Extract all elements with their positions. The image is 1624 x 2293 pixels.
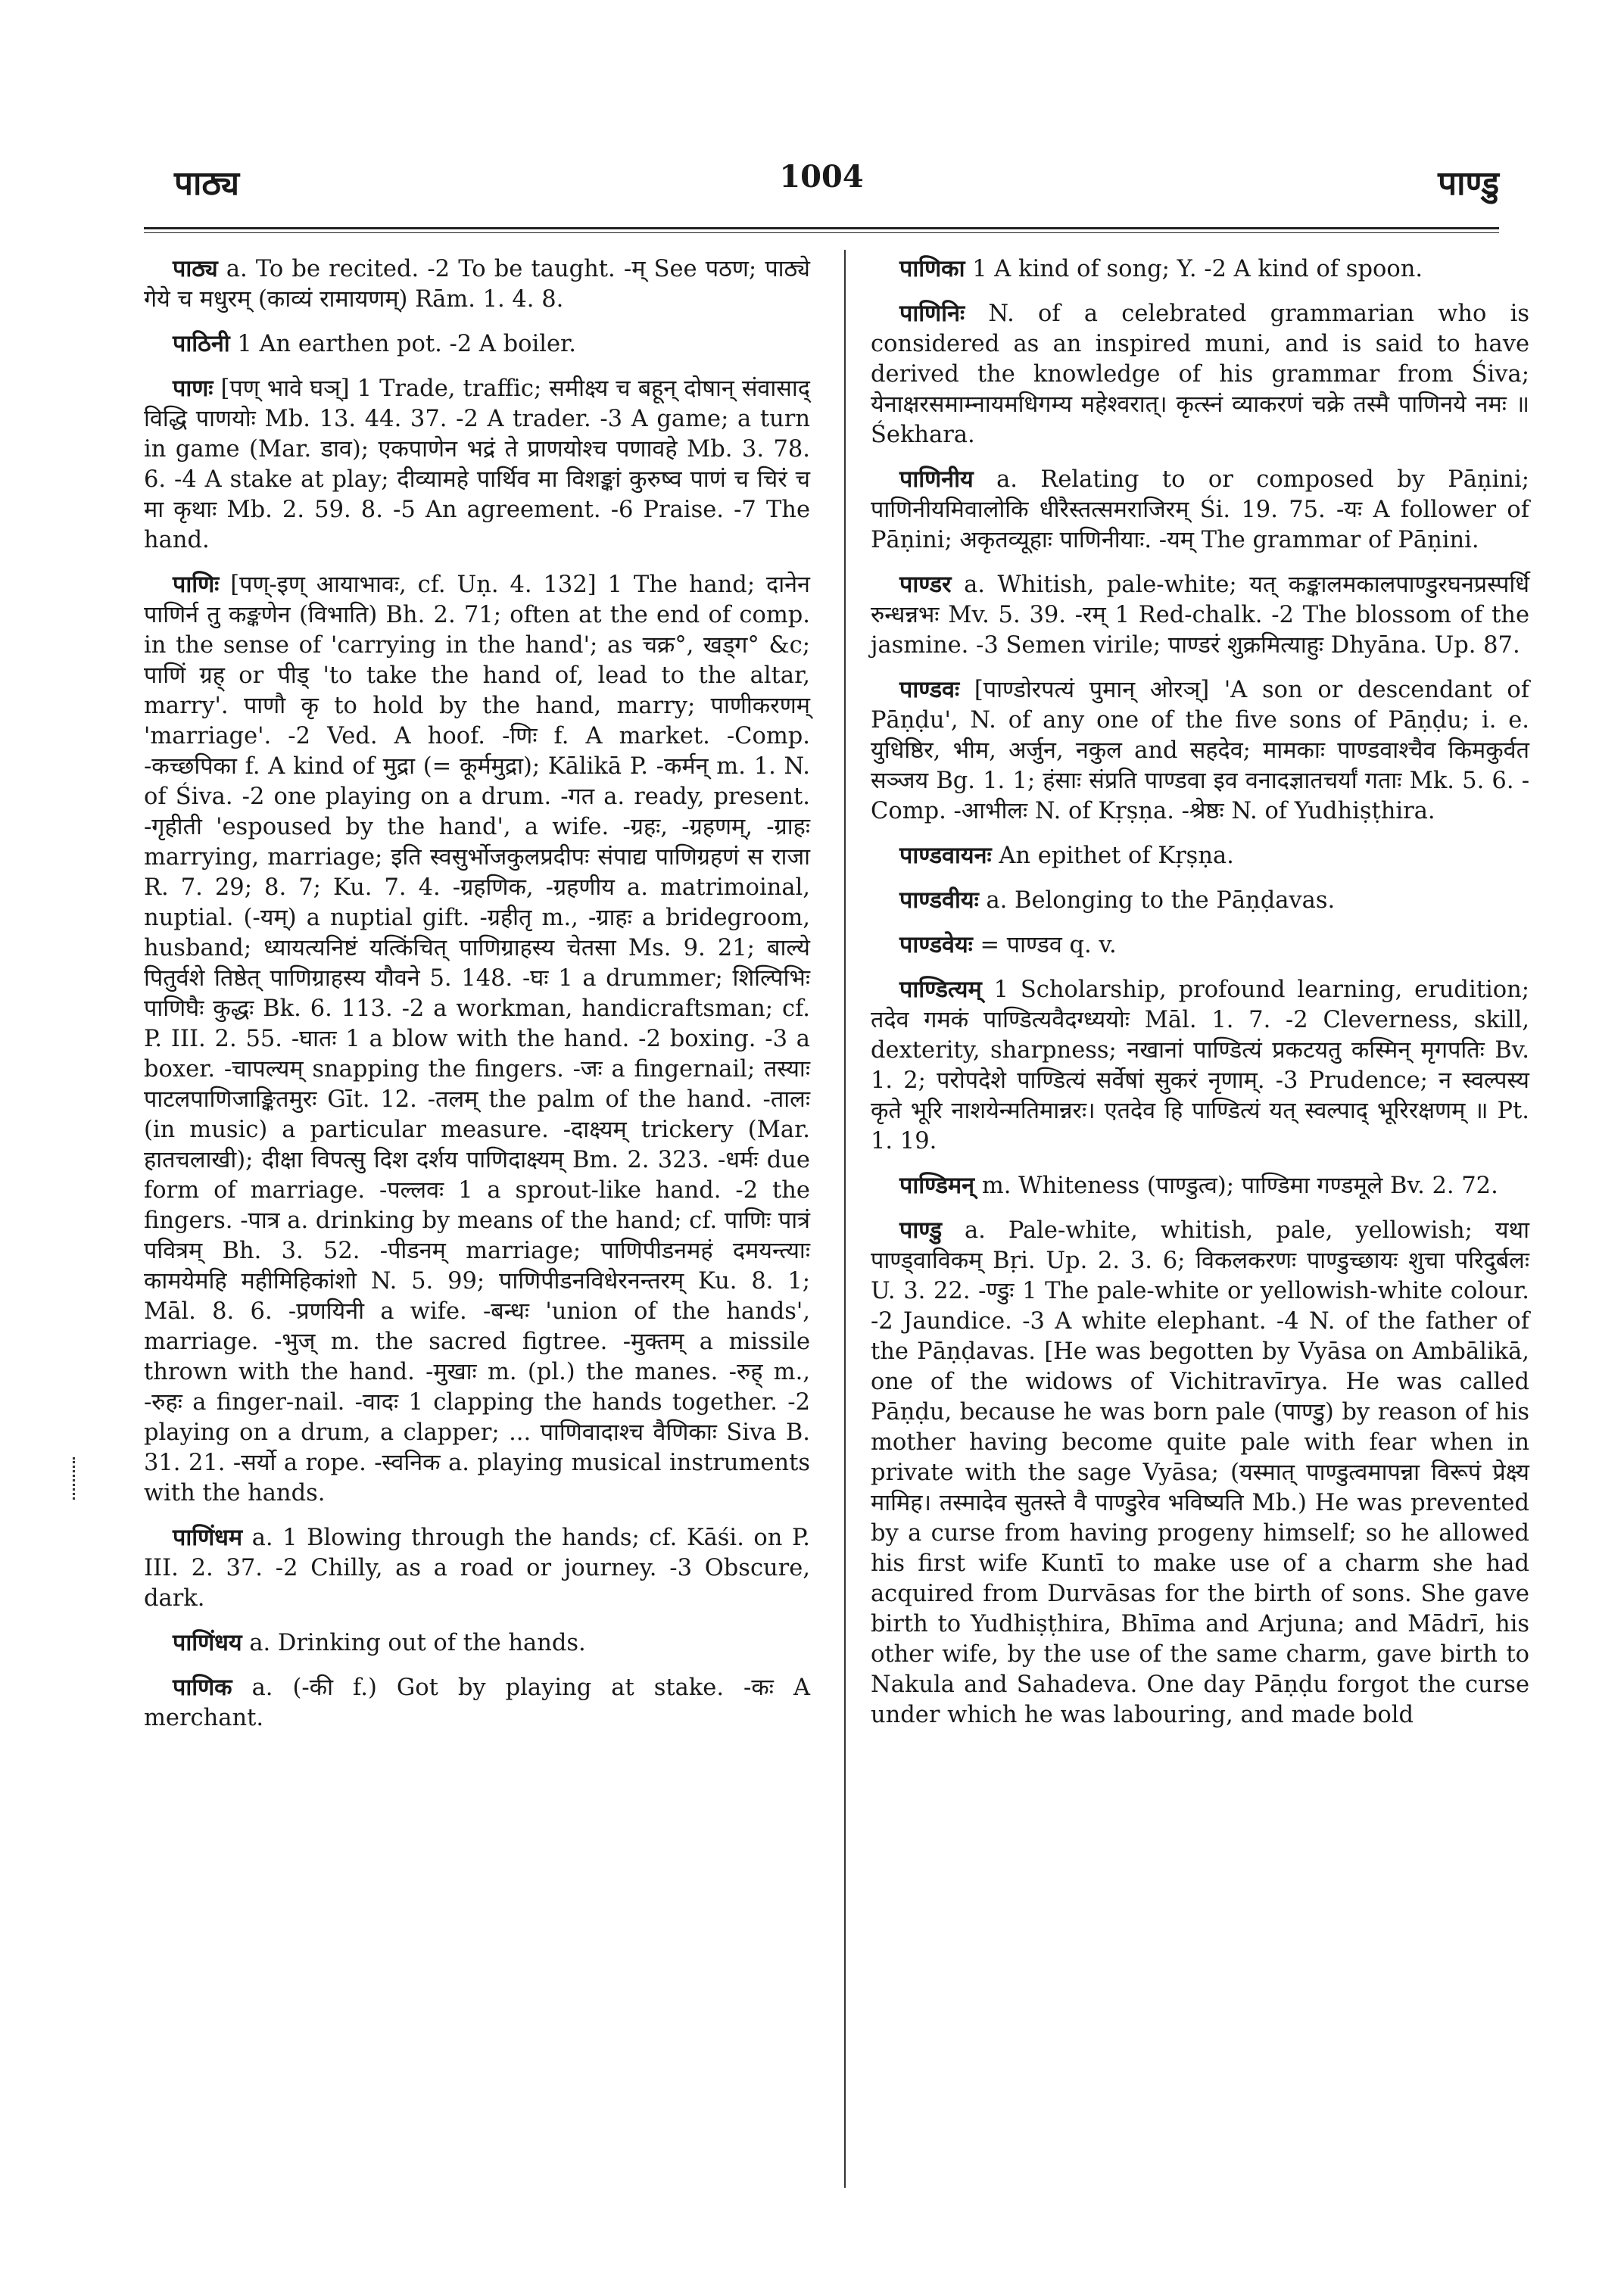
entry-headword: पाणिक (173, 1674, 232, 1701)
entry-text: m. Whiteness (पाण्डुत्व); पाण्डिमा गण्डमूले Bv. 2. 72. (981, 1173, 1498, 1199)
entry-text: a. Whitish, pale-white; यत् कङ्कालमकालपाण्डुरघनप्रस्पर्धि रुन्धन्नभः Mv. 5. 39. -रम् 1 Red-chalk. -2 The blossom of the jasmine. -3 Semen virile; पाण्डरं शुक्रमित्याहुः Dhyāna. Up. 87. (871, 572, 1530, 659)
entry-headword: पाणः (173, 375, 214, 402)
entry-headword: पाणिनिः (899, 300, 965, 327)
dictionary-entry (144, 1628, 810, 1659)
entry-headword: पाण्डु (899, 1217, 943, 1244)
entry-text: N. of a celebrated grammarian who is considered as an inspired muni, and is said to have derived the knowledge of his grammar from Śiva; येनाक्षरसमाम्नायमधिगम्य महेश्वरात्। कृत्स्नं व्याकरणं चक्रे तस्मै पाणिनये नमः ॥ Śekhara. (871, 301, 1529, 448)
entry-headword: पाणिंधम (173, 1524, 243, 1551)
page-number: 1004 (779, 159, 864, 195)
dictionary-entry (871, 1170, 1529, 1201)
entry-text: a. (-की f.) Got by playing at stake. -कः A merchant. (144, 1675, 810, 1731)
left-column (144, 254, 810, 1747)
dictionary-entry (871, 254, 1529, 285)
dictionary-entry (144, 329, 810, 360)
dictionary-entry (871, 974, 1529, 1157)
entry-headword: पाण्डवः (899, 676, 960, 703)
dictionary-entry (871, 885, 1529, 916)
entry-headword: पाण्डवीयः (899, 886, 979, 914)
dictionary-entry (144, 373, 810, 556)
dictionary-entry (871, 930, 1529, 961)
entry-headword: पाण्डिमन् (899, 1172, 975, 1199)
dictionary-entry (871, 298, 1529, 450)
entry-headword: पाणिनीय (899, 466, 974, 493)
entry-text: a. Belonging to the Pāṇḍavas. (986, 887, 1336, 914)
entry-text: 1 Scholarship, profound learning, erudition; तदेव गमकं पाण्डित्यवैदग्ध्ययोः Māl. 1. 7. -2 Cleverness, skill, dexterity, sharpness; नखानां पाण्डित्यं प्रकटयतु कस्मिन् मृगपतिः Bv. 1. 2; परोपदेशे पाण्डित्यं सर्वेषां सुकरं नृणाम्. -3 Prudence; न स्वल्पस्य कृते भूरि नाशयेन्मतिमान्नरः। एतदेव हि पाण्डित्यं यत् स्वल्पाद् भूरिरक्षणम् ॥ Pt. 1. 19. (871, 977, 1529, 1154)
entry-text: 1 An earthen pot. -2 A boiler. (237, 331, 576, 357)
dictionary-entry (871, 464, 1529, 556)
entry-headword: पाठिनी (173, 330, 230, 357)
entry-headword: पाठ्य (173, 255, 218, 282)
entry-headword: पाणिंधय (173, 1629, 242, 1656)
entry-text: a. To be recited. -2 To be taught. -म् See पठण; पाठ्ये गेये च मधुरम् (काव्यं रामायणम्) Rām. 1. 4. 8. (144, 256, 810, 313)
entry-headword: पाणिः (173, 571, 220, 598)
right-column (871, 254, 1529, 1744)
entry-text: [पण्-इण् आयाभावः, cf. Uṇ. 4. 132] 1 The hand; दानेन पाणिर्न तु कङ्कणेन (विभाति) Bh. 2. 71; often at the end of comp. in the sense of 'carrying in the hand'; as चक्र°, खड्ग° &c; पाणिं ग्रह् or पीड् 'to take the hand of, lead to the altar, marry'. पाणौ कृ to hold by the hand, marry; पाणीकरणम् 'marriage'. -2 Ved. A hoof. -णिः f. A market. -Comp. -कच्छपिका f. A kind of मुद्रा (= कूर्ममुद्रा); Kālikā P. -कर्मन् m. 1. N. of Śiva. -2 one playing on a drum. -गत a. ready, present. -गृहीती 'espoused by the hand', a wife. -ग्रहः, -ग्रहणम्, -ग्राहः marrying, marriage; इति स्वसुर्भोजकुलप्रदीपः संपाद्य पाणिग्रहणं स राजा R. 7. 29; 8. 7; Ku. 7. 4. -ग्रहणिक, -ग्रहणीय a. matrimoinal, nuptial. (-यम्) a nuptial gift. -ग्रहीतृ m., -ग्राहः a bridegroom, husband; ध्यायत्यनिष्टं यत्किंचित् पाणिग्राहस्य चेतसा Ms. 9. 21; बाल्ये पितुर्वशे तिष्ठेत् पाणिग्राहस्य यौवने 5. 148. -घः 1 a drummer; शिल्पिभिः पाणिघैः कुद्धः Bk. 6. 113. -2 a workman, handicraftsman; cf. P. III. 2. 55. -घातः 1 a blow with the hand. -2 boxing. -3 a boxer. -चापल्यम् snapping the fingers. -जः a fingernail; तस्याः पाटलपाणिजाङ्कितमुरः Gīt. 12. -तलम् the palm of the hand. -तालः (in music) a particular measure. -दाक्ष्यम् trickery (Mar. हातचलाखी); दीक्षा विपत्सु दिश दर्शय पाणिदाक्ष्यम् Bm. 2. 323. -धर्मः due form of marriage. -पल्लवः 1 a sprout-like hand. -2 the fingers. -पात्र a. drinking by means of the hand; cf. पाणिः पात्रं पवित्रम् Bh. 3. 52. -पीडनम् marriage; पाणिपीडनमहं दमयन्त्याः कामयेमहि महीमिहिकांशो N. 5. 99; पाणिपीडनविधेरनन्तरम् Ku. 8. 1; Māl. 8. 6. -प्रणयिनी a wife. -बन्धः 'union of the hands', marriage. -भुज् m. the sacred figtree. -मुक्तम् a missile thrown with the hand. -मुखाः m. (pl.) the manes. -रुह् m., -रुहः a finger-nail. -वादः 1 clapping the hands together. -2 playing on a drum, a clapper; ... पाणिवादाश्च वैणिकाः Siva B. 31. 21. -सर्यो a rope. -स्वनिक a. playing musical instruments with the hands. (144, 572, 810, 1506)
dictionary-entry (871, 569, 1529, 661)
dictionary-entry (871, 1215, 1529, 1731)
dictionary-entry (144, 1522, 810, 1614)
header-rule (144, 227, 1499, 233)
entry-headword: पाण्डवायनः (899, 842, 992, 869)
entry-text: a. Relating to or composed by Pāṇini; पाणिनीयमिवालोकि धीरैस्तत्समराजिरम् Śi. 19. 75. -यः A follower of Pāṇini; अकृतव्यूहाः पाणिनीयाः. -यम् The grammar of Pāṇini. (871, 466, 1529, 553)
column-divider (844, 250, 846, 2188)
entry-headword: पाण्डर (899, 571, 952, 598)
entry-headword: पाण्डित्यम् (899, 976, 982, 1003)
entry-headword: पाणिका (899, 255, 965, 282)
dictionary-entry (871, 675, 1529, 827)
page-header (144, 159, 1499, 212)
entry-text: [पाण्डोरपत्यं पुमान् ओरञ्] 'A son or descendant of Pāṇḍu', N. of any one of the five sons of Pāṇḍu; i. e. युधिष्ठिर, भीम, अर्जुन, नकुल and सहदेव; मामकाः पाण्डवाश्चैव किमकुर्वत सञ्जय Bg. 1. 1; हंसाः संप्रति पाण्डवा इव वनादज्ञातचर्यां गताः Mk. 5. 6. -Comp. -आभीलः N. of Kṛṣṇa. -श्रेष्ठः N. of Yudhiṣṭhira. (871, 677, 1529, 824)
entry-text: a. Pale-white, whitish, pale, yellowish; यथा पाण्ड्वाविकम् Bṛi. Up. 2. 3. 6; विकलकरणः पाण्डुच्छायः शुचा परिदुर्बलः U. 3. 22. -ण्डुः 1 The pale-white or yellowish-white colour. -2 Jaundice. -3 A white elephant. -4 N. of the father of the Pāṇḍavas. [He was begotten by Vyāsa on Ambālikā, one of the widows of Vichitravīrya. He was called Pāṇḍu, because he was born pale (पाण्डु) by reason of his mother having become quite pale with fear when in private with the sage Vyāsa; (यस्मात् पाण्डुत्वमापन्ना विरूपं प्रेक्ष्य मामिह। तस्मादेव सुतस्ते वै पाण्डुरेव भविष्यति Mb.) He was prevented by a curse from having progeny himself; so he allowed his first wife Kuntī to make use of a charm she had acquired from Durvāsas for the birth of sons. She gave birth to Yudhiṣṭhira, Bhīma and Arjuna; and Mādrī, his other wife, by the use of the same charm, gave birth to Nakula and Sahadeva. One day Pāṇḍu forgot the curse under which he was labouring, and made bold (871, 1217, 1529, 1728)
entry-text: An epithet of Kṛṣṇa. (999, 843, 1234, 869)
dictionary-entry (144, 569, 810, 1509)
header-right-guideword: पाण्डु (1438, 164, 1499, 203)
entry-text: 1 A kind of song; Y. -2 A kind of spoon. (972, 256, 1423, 282)
dictionary-entry (871, 840, 1529, 871)
margin-dots (73, 1457, 83, 1500)
entry-text: a. Drinking out of the hands. (249, 1630, 586, 1656)
entry-headword: पाण्डवेयः (899, 931, 973, 958)
entry-text: [पण् भावे घञ्] 1 Trade, traffic; समीक्ष्य च बहून् दोषान् संवासाद् विद्धि पाणयोः Mb. 13. 44. 37. -2 A trader. -3 A game; a turn in game (Mar. डाव); एकपाणेन भद्रं ते प्राणयोश्च पणावहे Mb. 3. 78. 6. -4 A stake at play; दीव्यामहे पार्थिव मा विशङ्कां कुरुष्व पाणं च चिरं च मा कृथाः Mb. 2. 59. 8. -5 An agreement. -6 Praise. -7 The hand. (144, 375, 811, 553)
dictionary-entry (144, 1672, 810, 1734)
dictionary-entry (144, 254, 810, 315)
entry-text: = पाण्डव q. v. (980, 932, 1117, 958)
entry-text: a. 1 Blowing through the hands; cf. Kāśi. on P. III. 2. 37. -2 Chilly, as a road or journey. -3 Obscure, dark. (144, 1525, 811, 1612)
header-left-guideword: पाठ्य (174, 164, 240, 203)
